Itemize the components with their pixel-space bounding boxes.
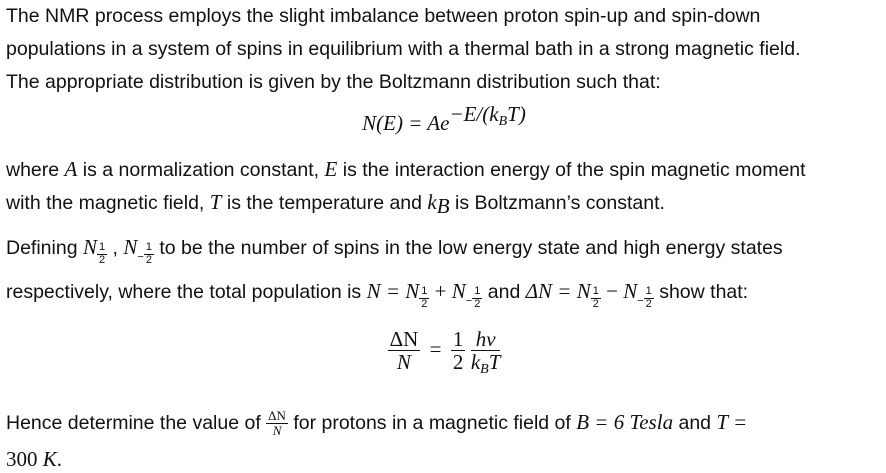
text-defining: Defining bbox=[6, 237, 83, 259]
symbol-k: k bbox=[427, 190, 437, 214]
exponent: −E/(k bbox=[449, 102, 499, 126]
intro-line-3: The appropriate distribution is given by the Boltzmann distribution such that: bbox=[6, 71, 661, 93]
text-energy: is the interaction energy of the spin magnetic moment bbox=[337, 159, 806, 181]
text-respectively: respectively, where the total population is bbox=[6, 281, 367, 303]
small-fraction: $\frac{\Delta N}{N}$ bbox=[268, 408, 286, 438]
exponent-sub: B bbox=[498, 114, 508, 129]
half-fraction: $\frac{1}{2}$ bbox=[98, 241, 106, 266]
text-states: to be the number of spins in the low energy state and high energy states bbox=[153, 237, 783, 259]
definition-line-2 bbox=[6, 189, 665, 216]
unit-kelvin: K bbox=[42, 447, 57, 471]
symbol-n-up: N bbox=[82, 235, 97, 259]
text-field: with the magnetic field, bbox=[6, 192, 210, 214]
text-hence: Hence determine the value of bbox=[6, 412, 267, 434]
population-line: respectively, where the total population is N = N $\frac{1}{2}$ + $N_-$ $\frac{1}{2}$ and ΔN = N $\frac{1}{2}$ − $N_-$ $\frac{1}{2}$ show that: bbox=[6, 279, 749, 310]
temperature-value: 300 bbox=[6, 447, 43, 471]
symbol-n-down: N bbox=[123, 235, 138, 259]
text-show: show that: bbox=[653, 281, 749, 303]
field-value: B = 6 bbox=[576, 410, 630, 434]
h-nu-over-kbt: $\frac{h\nu}{k_BT}$ bbox=[470, 327, 501, 378]
text-temperature: is the temperature and bbox=[221, 192, 428, 214]
delta-n-over-n: $\frac{\Delta N}{N}$ bbox=[389, 327, 419, 375]
delta-eq: ΔN = bbox=[525, 279, 577, 303]
boltzmann-equation bbox=[6, 102, 882, 136]
total-eq: N = bbox=[366, 279, 406, 303]
one-half: $\frac{1}{2}$ bbox=[452, 327, 464, 375]
symbol-e: E bbox=[324, 157, 338, 181]
unit-tesla: Tesla bbox=[629, 410, 674, 434]
intro-line-2: populations in a system of spins in equilibrium with a thermal bath in a strong magnetic field. bbox=[6, 38, 801, 60]
equals-sign: = bbox=[429, 336, 442, 361]
exponent-end: T) bbox=[507, 102, 526, 126]
question-line-1: Hence determine the value of $\frac{\Delta N}{N}$ for protons in a magnetic field of B = 6 Tesla and T = bbox=[6, 408, 748, 438]
symbol-k-sub: B bbox=[436, 194, 450, 218]
temperature-eq: T = bbox=[716, 410, 748, 434]
intro-line-1: The NMR process employs the slight imbalance between proton spin-up and spin-down bbox=[6, 5, 761, 27]
equation-lhs: N(E) = Ae bbox=[362, 111, 450, 135]
result-equation bbox=[6, 327, 882, 378]
text-where: where bbox=[6, 159, 65, 181]
text-boltzmann: is Boltzmann’s constant. bbox=[449, 192, 665, 214]
text-normalization: is a normalization constant, bbox=[77, 159, 325, 181]
question-line-2: 300 K. bbox=[6, 447, 63, 471]
minus-half-fraction: $\frac{1}{2}$ bbox=[145, 241, 152, 266]
text-protons: for protons in a magnetic field of bbox=[287, 412, 577, 434]
definition-line-1 bbox=[6, 156, 806, 183]
symbol-t: T bbox=[209, 190, 222, 214]
symbol-a: A bbox=[64, 157, 78, 181]
defining-line: Defining N $\frac{1}{2}$ , $N_-$ $\frac{1}{2}$ to be the number of spins in the low energy state and high energy states bbox=[6, 235, 783, 266]
